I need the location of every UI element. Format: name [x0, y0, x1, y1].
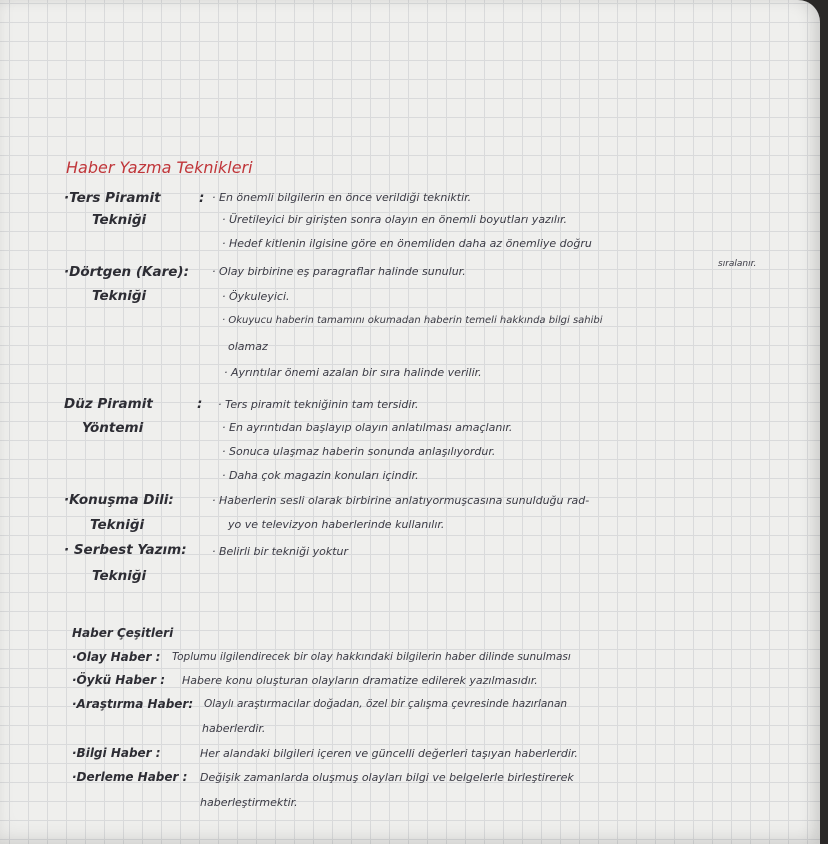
term-dortgen: ·Dörtgen (Kare):: [64, 264, 189, 280]
type-label: ·Öykü Haber :: [72, 673, 166, 687]
term-dortgen-line2: Tekniği: [92, 288, 147, 304]
type-desc: Değişik zamanlarda oluşmuş olayları bilgi ve belgelerle birleştirerek: [200, 771, 574, 784]
type-desc: haberleştirmektir.: [200, 796, 298, 809]
type-desc: Olaylı araştırmacılar doğadan, özel bir çalışma çevresinde hazırlanan: [204, 698, 568, 710]
term-duz-piramit-colon: :: [197, 396, 203, 412]
page-title: Haber Yazma Teknikleri: [66, 158, 253, 177]
term-konusma-dili: ·Konuşma Dili:: [64, 492, 174, 508]
term-serbest-yazim: · Serbest Yazım:: [64, 542, 187, 558]
term-duz-piramit-line2: Yöntemi: [82, 420, 144, 436]
note-line: · En ayrıntıdan başlayıp olayın anlatılması amaçlanır.: [222, 421, 513, 434]
note-line: yo ve televizyon haberlerinde kullanılır.: [228, 518, 445, 531]
note-line: · Üretileyici bir girişten sonra olayın en önemli boyutları yazılır.: [222, 213, 568, 226]
note-line: · Daha çok magazin konuları içindir.: [222, 469, 419, 482]
term-serbest-yazim-line2: Tekniği: [92, 568, 147, 584]
type-label: ·Derleme Haber :: [72, 770, 188, 784]
note-line: · Olay birbirine eş paragraflar halinde sunulur.: [212, 265, 466, 278]
note-line: · Belirli bir tekniği yoktur: [212, 545, 349, 558]
section-heading: Haber Çeşitleri: [72, 626, 174, 640]
note-line: · Hedef kitlenin ilgisine göre en önemliden daha az önemliye doğru: [222, 237, 592, 250]
type-desc: haberlerdir.: [202, 722, 266, 735]
note-line: · Ters piramit tekniğinin tam tersidir.: [218, 398, 419, 411]
term-ters-piramit-colon: :: [199, 190, 205, 206]
note-line: sıralanır.: [718, 259, 757, 269]
note-line: · Öykuleyici.: [222, 290, 290, 303]
type-desc: Her alandaki bilgileri içeren ve güncelli değerleri taşıyan haberlerdir.: [200, 747, 578, 760]
type-label: ·Olay Haber :: [72, 650, 161, 664]
type-desc: Toplumu ilgilendirecek bir olay hakkındaki bilgilerin haber dilinde sunulması: [172, 651, 571, 663]
note-line: olamaz: [228, 340, 268, 353]
note-line: · En önemli bilgilerin en önce verildiği tekniktir.: [212, 191, 472, 204]
term-ters-piramit: ·Ters Piramit: [64, 190, 161, 206]
term-konusma-dili-line2: Tekniği: [90, 517, 145, 533]
note-line: · Haberlerin sesli olarak birbirine anlatıyormuşcasına sunulduğu rad-: [212, 494, 590, 507]
type-desc: Habere konu oluşturan olayların dramatize edilerek yazılmasıdır.: [182, 674, 538, 687]
note-line: · Ayrıntılar önemi azalan bir sıra halinde verilir.: [224, 366, 482, 379]
term-duz-piramit: Düz Piramit: [64, 396, 153, 412]
note-line: · Okuyucu haberin tamamını okumadan haberin temeli hakkında bilgi sahibi: [222, 315, 603, 326]
note-line: · Sonuca ulaşmaz haberin sonunda anlaşılıyordur.: [222, 445, 496, 458]
type-label: ·Bilgi Haber :: [72, 746, 161, 760]
term-ters-piramit-line2: Tekniği: [92, 212, 147, 228]
type-label: ·Araştırma Haber:: [72, 697, 194, 711]
